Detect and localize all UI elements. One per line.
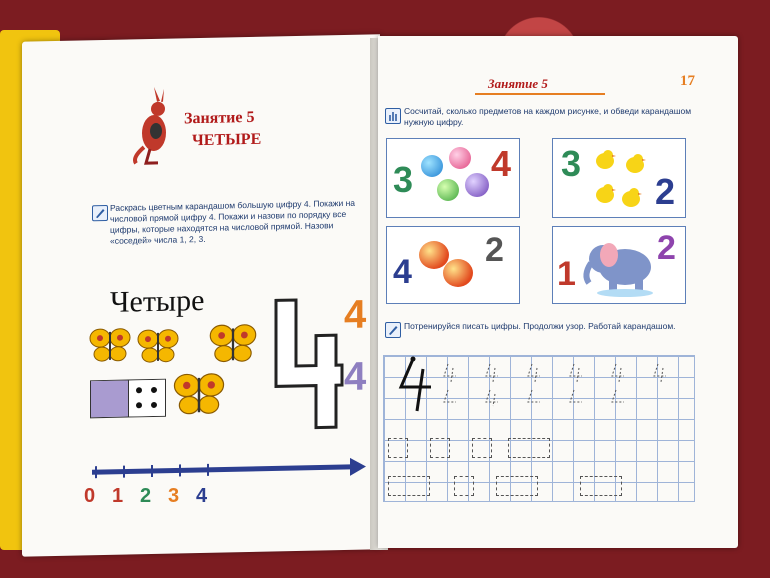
pencil-icon: [385, 322, 401, 338]
card-digit-option[interactable]: 2: [485, 231, 504, 269]
ball-icon: [465, 173, 489, 197]
domino-tile: [90, 379, 166, 419]
numberline-label-0: 0: [84, 485, 96, 507]
count-card-elephant: [552, 226, 686, 304]
count-card-chicks: [552, 138, 686, 218]
pattern-square: [430, 438, 450, 458]
apple-icon: [443, 259, 473, 287]
orange-digit-four: 4: [344, 292, 367, 338]
chicks-icon: [591, 147, 651, 213]
task-writing-instruction: Потренируйся писать цифры. Продолжи узор. Работай карандашом.: [404, 321, 676, 331]
page-header: Занятие 5: [488, 76, 548, 91]
numberline-label-1: 1: [112, 485, 124, 507]
ball-icon: [437, 179, 459, 201]
pattern-rectangle: [388, 476, 430, 496]
butterfly-icon: [88, 323, 132, 368]
pattern-square: [472, 438, 492, 458]
counting-hand-icon: [385, 108, 401, 124]
card-digit-option[interactable]: 4: [491, 143, 512, 184]
count-card-balls: [386, 138, 520, 218]
dotted-four-tracing-row[interactable]: [440, 360, 690, 408]
numberline-label-4: 4: [196, 485, 208, 507]
card-digit-option[interactable]: 3: [393, 159, 414, 200]
card-digit-option[interactable]: 2: [655, 171, 676, 212]
pattern-square: [388, 438, 408, 458]
number-line: [88, 455, 368, 485]
ball-icon: [421, 155, 443, 177]
purple-digit-four: 4: [344, 354, 367, 400]
pattern-rectangle: [508, 438, 550, 458]
pencil-icon: [92, 205, 108, 221]
pattern-square: [454, 476, 474, 496]
word-chetyre: Четыре: [110, 283, 205, 319]
card-digit-option[interactable]: 1: [557, 255, 576, 293]
task-count-instruction: Сосчитай, сколько предметов на каждом рисунке, и обведи карандашом нужную цифру.: [404, 106, 692, 127]
lesson-subtitle: ЧЕТЫРЕ: [192, 130, 262, 150]
pattern-rectangle: [580, 476, 622, 496]
lesson-title: Занятие 5: [184, 108, 255, 128]
count-card-apples: [386, 226, 520, 304]
digit-four-stroke-sample: [395, 355, 445, 415]
butterfly-icon: [136, 324, 180, 369]
card-digit-option[interactable]: 3: [561, 143, 582, 184]
header-underline: [475, 93, 605, 95]
butterfly-icon: [208, 319, 258, 370]
card-digit-option[interactable]: 2: [657, 229, 676, 267]
big-outline-digit-four[interactable]: [272, 295, 344, 433]
page-number: 17: [680, 73, 695, 89]
ball-icon: [449, 147, 471, 169]
pattern-rectangle: [496, 476, 538, 496]
butterfly-icon: [172, 367, 226, 422]
card-digit-option[interactable]: 4: [393, 253, 412, 291]
elephant-icon: [579, 235, 657, 297]
numberline-label-3: 3: [168, 485, 180, 507]
kangaroo-icon: [132, 87, 176, 166]
left-page: [22, 34, 380, 556]
numberline-label-2: 2: [140, 485, 152, 507]
task-instruction: Раскрась цветным карандашом большую цифру 4. Покажи на числовой прямой цифру 4. Покажи и назови по порядку все цифры, которые находятся на числовой прямой. Назови «соседей» числа 1, 2, 3.: [110, 197, 356, 246]
